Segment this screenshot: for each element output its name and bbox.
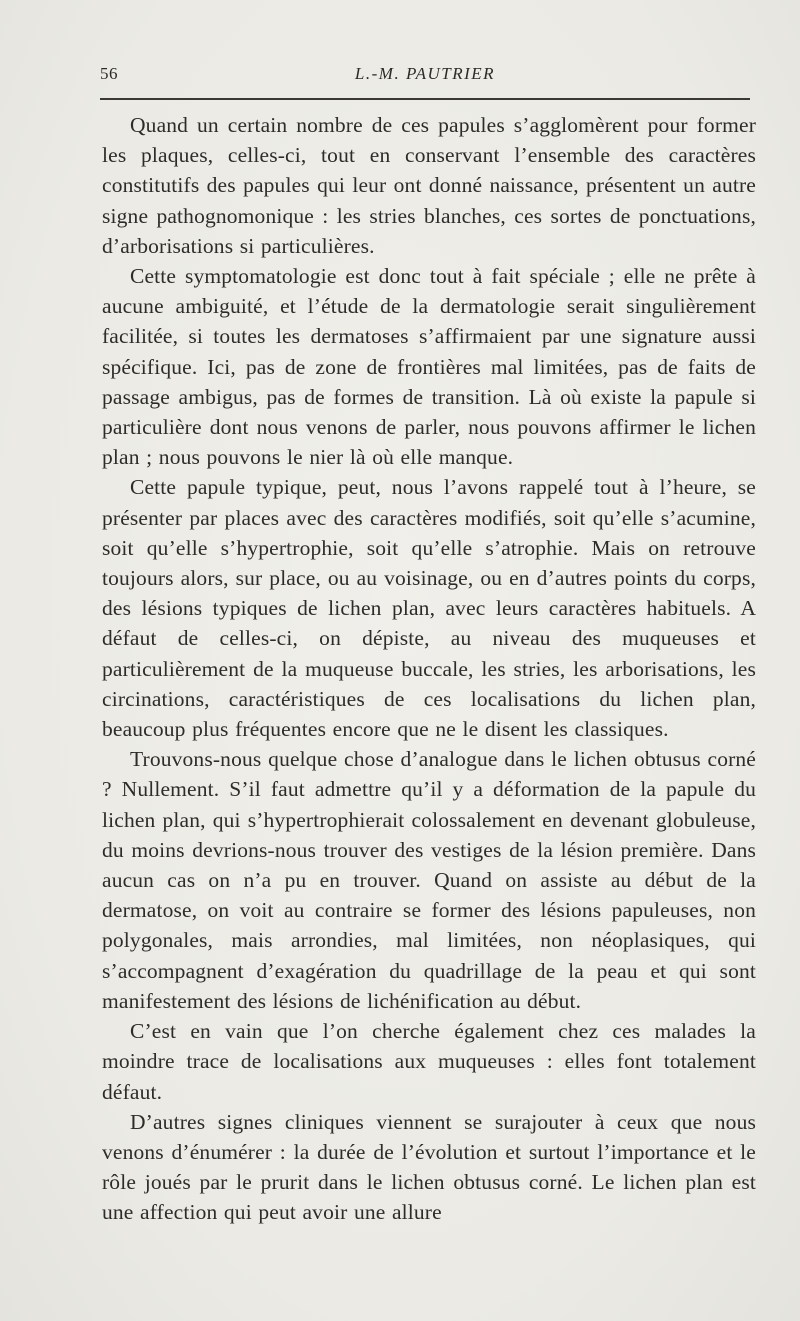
running-head: L.-M. PAUTRIER [354,64,496,83]
paragraph: Trouvons-nous quelque chose d’analogue dans le lichen obtusus corné ? Nullement. S’il faut admettre qu’il y a déformation de la papule du lichen plan, qui s’hypertrophierait colossalement en devenant globuleuse, du moins devrions-nous trouver des vestiges de la lésion première. Dans aucun cas on n’a pu en trouver. Quand on assiste au début de la dermatose, on voit au contraire se former des lésions papuleuses, non polygonales, mais arrondies, mal limitées, non néoplasiques, qui s’accompagnent d’exagération du quadrillage de la peau et qui sont manifestement des lésions de lichénification au début. [102,747,756,1013]
body-text [102,110,756,1228]
paragraph: Quand un certain nombre de ces papules s’agglomèrent pour former les plaques, celles-ci, tout en conservant l’ensemble des caractères constitutifs des papules qui leur ont donné naissance, présentent un autre signe pathognomonique : les stries blanches, ces sortes de ponctuations, d’arborisations si particulières. [102,113,756,258]
header-rule [100,98,750,100]
paragraph: C’est en vain que l’on cherche également chez ces malades la moindre trace de localisations aux muqueuses : elles font totalement défaut. [102,1019,756,1104]
paragraph: Cette symptomatologie est donc tout à fait spéciale ; elle ne prête à aucune ambiguité, et l’étude de la dermatologie serait singulièrement facilitée, si toutes les dermatoses s’affirmaient par une signature aussi spécifique. Ici, pas de zone de frontières mal limitées, pas de faits de passage ambigus, pas de formes de transition. Là où existe la papule si particulière dont nous venons de parler, nous pouvons affirmer le lichen plan ; nous pouvons le nier là où elle manque. [102,264,756,470]
paragraph: D’autres signes cliniques viennent se surajouter à ceux que nous venons d’énumérer : la durée de l’évolution et surtout l’importance et le rôle joués par le prurit dans le lichen obtusus corné. Le lichen plan est une affection qui peut avoir une allure [102,1109,756,1225]
page-header [100,64,750,88]
paragraph: Cette papule typique, peut, nous l’avons rappelé tout à l’heure, se présenter par places avec des caractères modifiés, soit qu’elle s’acumine, soit qu’elle s’hypertrophie, soit qu’elle s’atrophie. Mais on retrouve toujours alors, sur place, ou au voisinage, ou en d’autres points du corps, des lésions typiques de lichen plan, avec leurs caractères habituels. A défaut de celles-ci, on dépiste, au niveau des muqueuses et particulièrement de la muqueuse buccale, les stries, les arborisations, les circinations, caractéristiques de ces localisations du lichen plan, beaucoup plus fréquentes encore que ne le disent les classiques. [102,475,756,742]
page-number: 56 [100,64,118,83]
